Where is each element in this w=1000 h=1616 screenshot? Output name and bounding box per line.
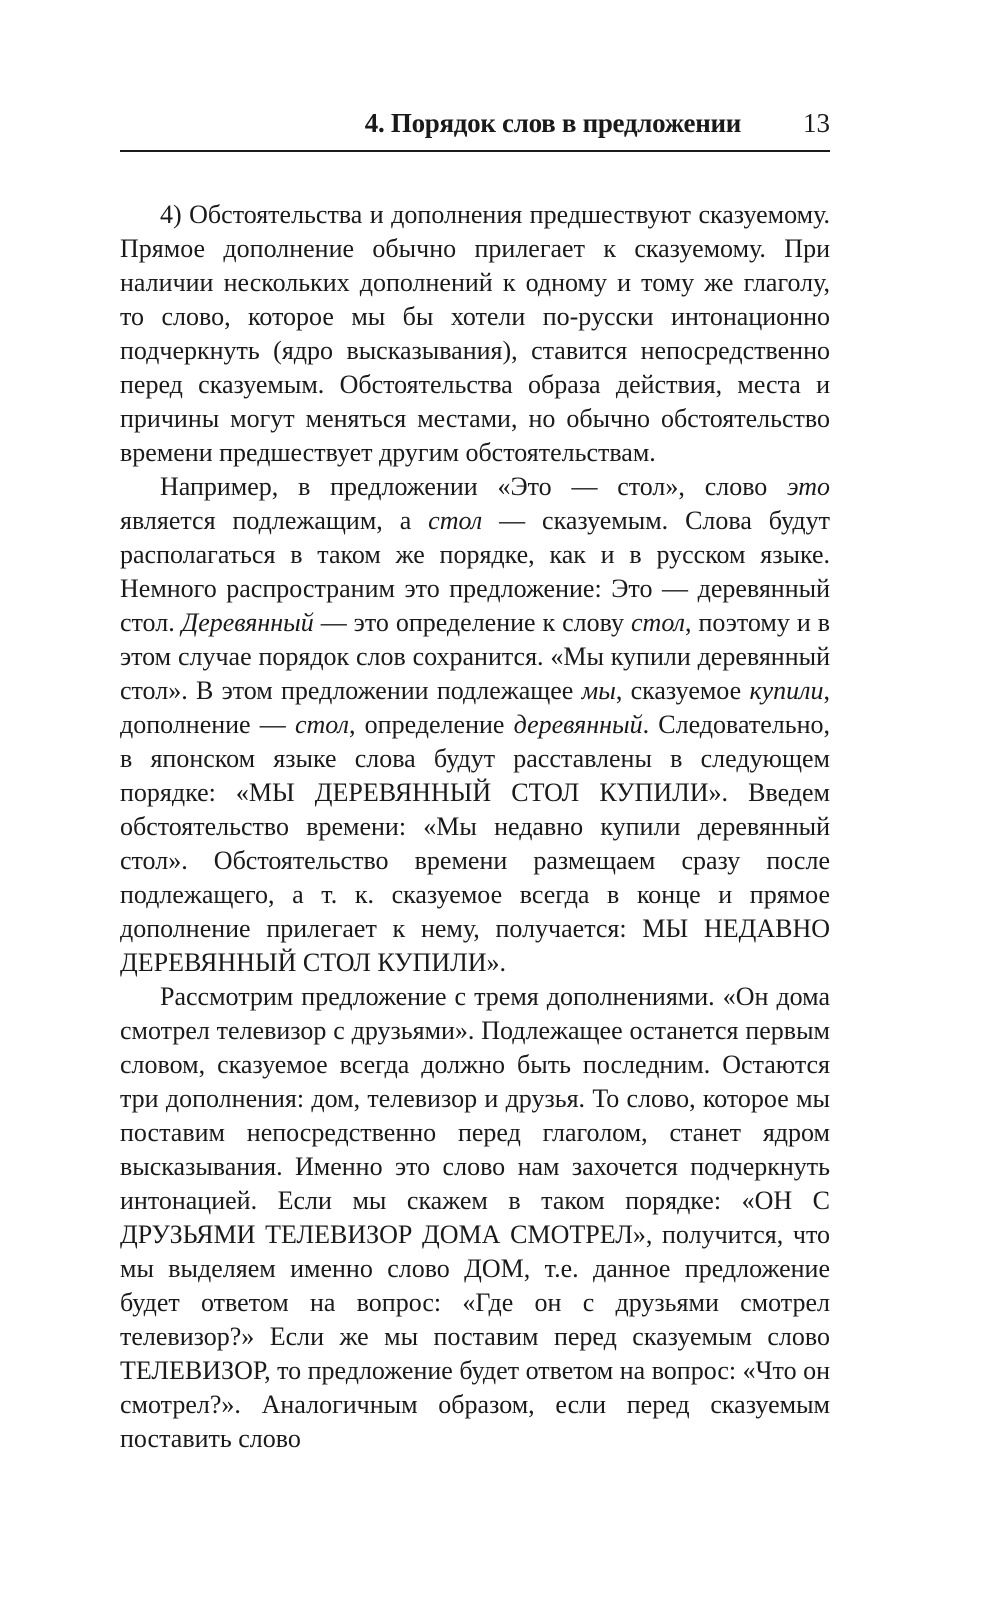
text-run: , определение <box>348 710 514 739</box>
paragraph <box>120 198 830 470</box>
running-header <box>120 100 830 152</box>
italic-term: купили <box>749 676 824 705</box>
text-run: . Следовательно, в японском языке слова будут расставлены в следующем порядке: «МЫ ДЕРЕВЯННЫЙ СТОЛ КУПИЛИ». Введем обстоятельство времени: «Мы недавно купили деревянный стол». Обстоятельство времени размещаем сразу после подлежащего, а т. к. сказуемое всегда в конце и прямое дополнение прилегает к нему, получается: МЫ НЕДАВНО ДЕРЕВЯННЫЙ СТОЛ КУПИЛИ». <box>120 710 830 977</box>
italic-term: стол <box>631 608 686 637</box>
paragraph <box>120 470 830 980</box>
text-run: , дополнение — <box>120 676 830 739</box>
text-run: Рассмотрим предложение с тремя дополнениями. «Он дома смотрел телевизор с друзьями». Подлежащее останется первым словом, сказуемое всегда должно быть последним. Остаются три дополнения: дом, телевизор и друзья. То слово, которое мы поставим непосредственно перед глаголом, станет ядром высказывания. Именно это слово нам захочется подчеркнуть интонацией. Если мы скажем в таком порядке: «ОН С ДРУЗЬЯМИ ТЕЛЕВИЗОР ДОМА СМОТРЕЛ», получится, что мы выделяем именно слово ДОМ, т.е. данное предложение будет ответом на вопрос: «Где он с друзьями смотрел телевизор?» Если же мы поставим перед сказуемым слово ТЕЛЕВИЗОР, то предложение будет ответом на вопрос: «Что он смотрел?». Аналогичным образом, если перед сказуемым поставить слово <box>120 982 830 1453</box>
text-run: — это определение к слову <box>313 608 632 637</box>
chapter-title: 4. Порядок слов в предложении <box>364 108 741 138</box>
paragraph <box>120 980 830 1456</box>
page-number: 13 <box>803 108 830 138</box>
italic-term: стол <box>428 506 483 535</box>
italic-term: это <box>787 472 830 501</box>
italic-term: деревянный <box>513 710 643 739</box>
book-page <box>120 100 830 1456</box>
italic-term: стол <box>294 710 349 739</box>
text-run: Например, в предложении «Это — стол», слово <box>160 472 788 501</box>
text-run: — сказуемым. Слова будут располагаться в таком же порядке, как и в русском языке. Немного распространим это предложение: Это — деревянный стол. <box>120 506 830 637</box>
text-run: 4) Обстоятельства и дополнения предшествуют сказуемому. Прямое дополнение обычно прилегает к сказуемому. При наличии нескольких дополнений к одному и тому же глаголу, то слово, которое мы бы хотели по-русски интонационно подчеркнуть (ядро высказывания), ставится непосредственно перед сказуемым. Обстоятельства образа действия, места и причины могут меняться местами, но обычно обстоятельство времени предшествует другим обстоятельствам. <box>120 200 830 467</box>
body-text <box>120 198 830 1456</box>
text-run: , сказуемое <box>615 676 750 705</box>
italic-term: Деревянный <box>181 608 314 637</box>
text-run: является подлежащим, а <box>120 506 429 535</box>
text-run: , поэтому и в этом случае порядок слов сохранится. «Мы купили деревянный стол». В этом предложении подлежащее <box>120 608 830 705</box>
italic-term: мы <box>581 676 616 705</box>
